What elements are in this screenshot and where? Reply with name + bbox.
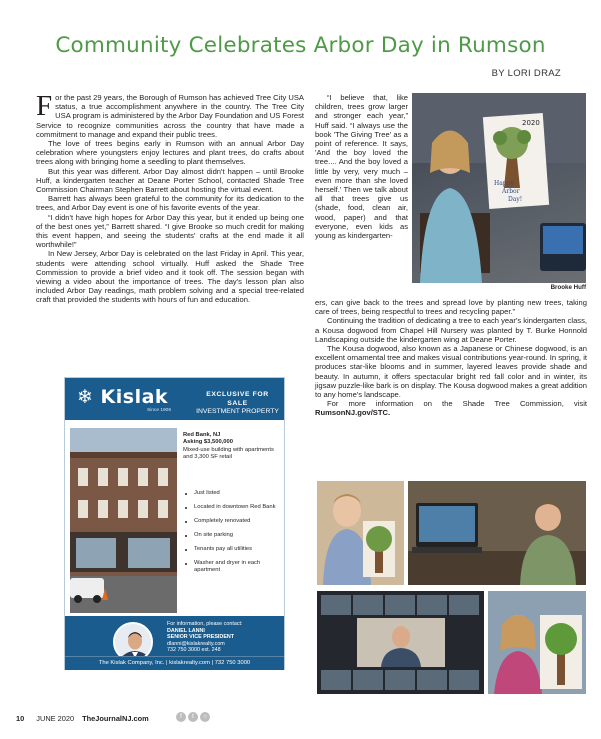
ad-description: Mixed-use building with apartments and 3,300 SF retail bbox=[183, 446, 274, 461]
ad-feature-item: Located in downtown Red Bank bbox=[183, 504, 283, 511]
ad-building-photo bbox=[70, 428, 177, 613]
ad-contact-phone: 732 750 3000 ext. 248 bbox=[167, 647, 221, 654]
ad-feature-item: Completely renovated bbox=[183, 518, 283, 525]
card-year: 2020 bbox=[522, 119, 540, 127]
photo-zoom-meeting-art bbox=[317, 591, 484, 694]
ad-contact-intro: For information, please contact: bbox=[167, 621, 243, 627]
page-footer bbox=[16, 714, 149, 723]
stc-link[interactable]: RumsonNJ.gov/STC. bbox=[315, 408, 391, 418]
article-column-2-wide bbox=[315, 298, 587, 418]
ad-feature-item: Just listed bbox=[183, 490, 283, 497]
article-paragraph: “I believe that, like children, trees grow larger and stronger each year,” Huff said. “I always use the book 'The Giving Tree' as a point of reference. It says, 'And the boy loved the tree.... And the boy loved a little by very, very much – even more than she loved herself.' Then we talk about all that trees give us (shade, food, clean air, wood, paper) and that everyone, even kids as young as kindergarten- bbox=[315, 93, 408, 241]
article-paragraph: Barrett has always been grateful to the community for its dedication to the trees, and Arbor Day event is one of his favorite events of the year. bbox=[36, 194, 304, 213]
ad-header bbox=[65, 378, 284, 420]
photo-zoom-meeting bbox=[317, 591, 484, 694]
photo-virtual-class-art bbox=[408, 481, 586, 585]
photo-girl-tree-craft-art bbox=[488, 591, 586, 694]
photo-caption: Brooke Huff bbox=[550, 284, 586, 291]
photo-child-craft bbox=[317, 481, 404, 585]
article-paragraph: Continuing the tradition of dedicating a tree to each year's kindergarten class, a Kousa dogwood from Chapel Hill Nursery was planted by T. Burke Honnold Landscaping outside the kindergarten wing at Deane Porter. bbox=[315, 316, 587, 344]
ad-contact-email[interactable]: dlanni@kislakrealty.com bbox=[167, 640, 225, 647]
drop-cap: F bbox=[36, 90, 53, 122]
ad-property-info bbox=[183, 432, 283, 462]
photo-virtual-class bbox=[408, 481, 586, 585]
facebook-icon[interactable]: f bbox=[176, 712, 186, 722]
kislak-advertisement[interactable] bbox=[64, 377, 285, 670]
ad-contact-title: SENIOR VICE PRESIDENT bbox=[167, 634, 235, 641]
photo-brooke-huff-art bbox=[412, 93, 586, 283]
card-text-line1: Happy bbox=[494, 180, 514, 187]
ad-feature-item: Tenants pay all utilities bbox=[183, 546, 283, 553]
article-paragraph: The love of trees begins early in Rumson with an annual Arbor Day celebration where youngsters enjoy lectures and plant trees, do crafts about trees along with bringing home a seedling to plant themselves. bbox=[36, 139, 304, 167]
ad-feature-item: Washer and dryer in each apartment bbox=[183, 560, 283, 574]
article-title: Community Celebrates Arbor Day in Rumson bbox=[55, 33, 546, 58]
ad-price: Asking $3,500,000 bbox=[183, 439, 233, 446]
kislak-logo: ❄ Kislak bbox=[77, 386, 169, 408]
article-paragraph: “I didn't have high hopes for Arbor Day this year, but it ended up being one of the best ones yet,” Barrett shared. “I give Brooke so much credit for making this event happen, and seeing the students' crafts at the end made it all worthwhile!” bbox=[36, 212, 304, 250]
ad-contact-text bbox=[167, 621, 282, 654]
article-paragraph: In New Jersey, Arbor Day is celebrated on the last Friday in April. This year, students were attending school virtually. Huff asked the Shade Tree Commission to provide a brief video and it took off. The session began with viewing a video about the importance of trees. The day's lesson plan also included Arbor Day readings, math problem solving and a special tree-related craft that provided the students with hours of fun and education. bbox=[36, 249, 304, 305]
twitter-icon[interactable]: t bbox=[188, 712, 198, 722]
snowflake-icon: ❄ bbox=[77, 386, 94, 408]
article-paragraph: But this year was different. Arbor Day almost didn't happen – until Brooke Huff, a kindergarten teacher at Deane Porter School, contacted Shade Tree Commission Chairman Stephen Barrett about hosting the virtual event. bbox=[36, 166, 304, 195]
card-text-line2: Arbor bbox=[502, 188, 520, 195]
card-text-line3: Day! bbox=[508, 196, 523, 203]
photo-child-craft-art bbox=[317, 481, 404, 585]
page-number: 10 bbox=[16, 714, 25, 723]
ad-features-list bbox=[183, 490, 283, 581]
photo-brooke-huff bbox=[412, 93, 586, 283]
ad-feature-item: On site parking bbox=[183, 532, 283, 539]
ad-location: Red Bank, NJ bbox=[183, 432, 221, 438]
article-paragraph: The Kousa dogwood, also known as a Japanese or Chinese dogwood, is an excellent ornamental tree and makes visual contributions year-round. In spring, it produces star-like blooms and in summer, layered leaves provide shade and beauty. In autumn, it offers spectacular bright red fall color and in winter, its jigsaw puzzle-like bark is on display. The Kousa dogwood makes a great addition to any home's landscape. bbox=[315, 344, 587, 400]
article-column-2-narrow bbox=[315, 93, 408, 240]
ad-building-art bbox=[70, 428, 177, 613]
article-paragraph: ers, can give back to the trees and spread love by planting new trees, taking care of trees, being respectful to trees and recycling paper.” bbox=[315, 298, 587, 317]
article-paragraph: For more information on the Shade Tree Commission, visit RumsonNJ.gov/STC. bbox=[315, 399, 587, 418]
article-column-1 bbox=[36, 90, 304, 305]
byline: BY LORI DRAZ bbox=[491, 68, 561, 79]
instagram-icon[interactable]: ○ bbox=[200, 712, 210, 722]
ad-since: Since 1906 bbox=[147, 408, 172, 413]
site-link[interactable]: TheJournalNJ.com bbox=[82, 714, 149, 723]
article-paragraph: For the past 29 years, the Borough of Rumson has achieved Tree City USA status, a true accomplishment anywhere in the country. The Tree City USA program is administered by the Arbor Day Foundation and US Forest Service to recognize communities across the country that have made a commitment to manage and expand their public trees. bbox=[36, 90, 304, 139]
ad-tagline: EXCLUSIVE FOR SALE INVESTMENT PROPERTY bbox=[196, 391, 279, 415]
ad-contact-name: DANIEL LANNI bbox=[167, 627, 205, 634]
ad-footer: The Kislak Company, Inc. | kislakrealty.com | 732 750 3000 bbox=[65, 656, 284, 670]
issue-date: JUNE 2020 bbox=[36, 714, 75, 723]
photo-girl-tree-craft bbox=[488, 591, 586, 694]
